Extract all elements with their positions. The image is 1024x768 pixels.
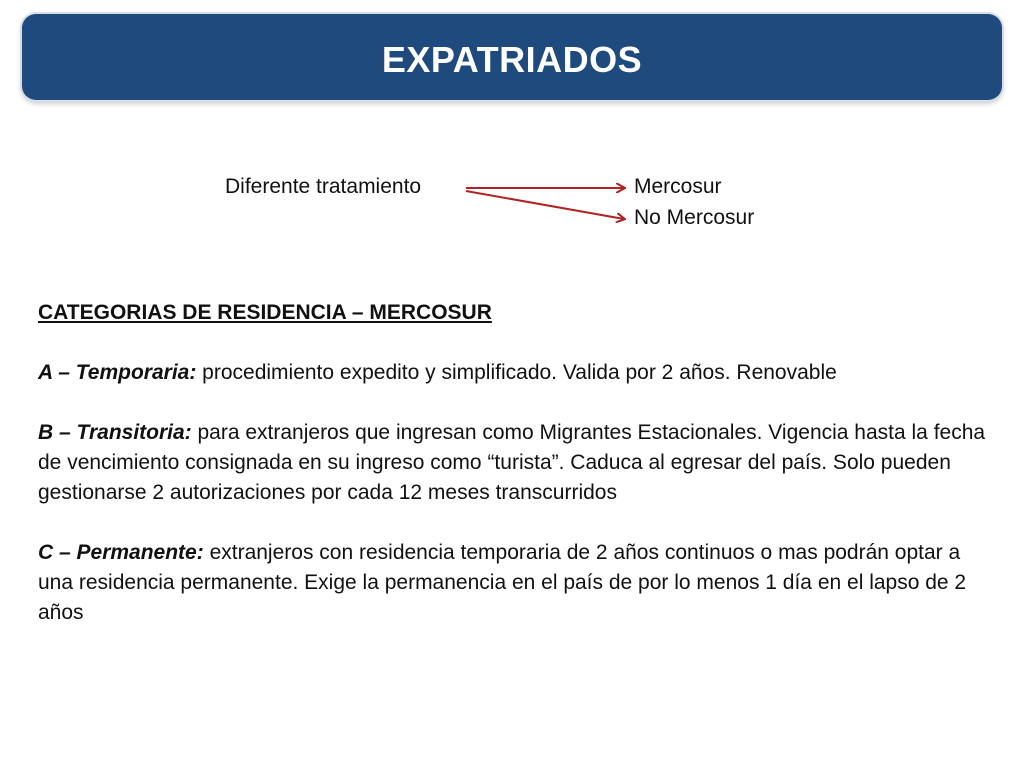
arrow-to-no-mercosur — [466, 191, 624, 219]
categoria-b-label: B – Transitoria: — [38, 421, 192, 444]
tratamiento-label: Diferente tratamiento — [225, 175, 422, 198]
categoria-a — [38, 358, 998, 388]
categoria-a-label: A – Temporaria: — [38, 361, 197, 384]
categoria-b — [38, 418, 998, 508]
branch-mercosur: Mercosur — [634, 175, 722, 198]
title-banner — [22, 14, 1002, 100]
categorias-heading: CATEGORIAS DE RESIDENCIA – MERCOSUR — [38, 301, 492, 324]
categoria-c-text: extranjeros con residencia temporaria de 2 años continuos o mas podrán optar a una residencia permanente. Exige la permanencia en el país de por lo menos 1 día en el lapso de 2 años — [38, 541, 967, 624]
branch-no-mercosur: No Mercosur — [634, 206, 755, 229]
categoria-c — [38, 538, 998, 628]
categoria-c-label: C – Permanente: — [38, 541, 204, 564]
page-title: EXPATRIADOS — [381, 39, 643, 80]
categoria-a-text: procedimiento expedito y simplificado. Valida por 2 años. Renovable — [196, 361, 837, 384]
categoria-b-text: para extranjeros que ingresan como Migrantes Estacionales. Vigencia hasta la fecha de vencimiento consignada en su ingreso como “turista”. Caduca al egresar del país. Solo pueden gestionarse 2 autorizaciones por cada 12 meses transcurridos — [38, 421, 986, 504]
categorias-section — [38, 298, 998, 628]
